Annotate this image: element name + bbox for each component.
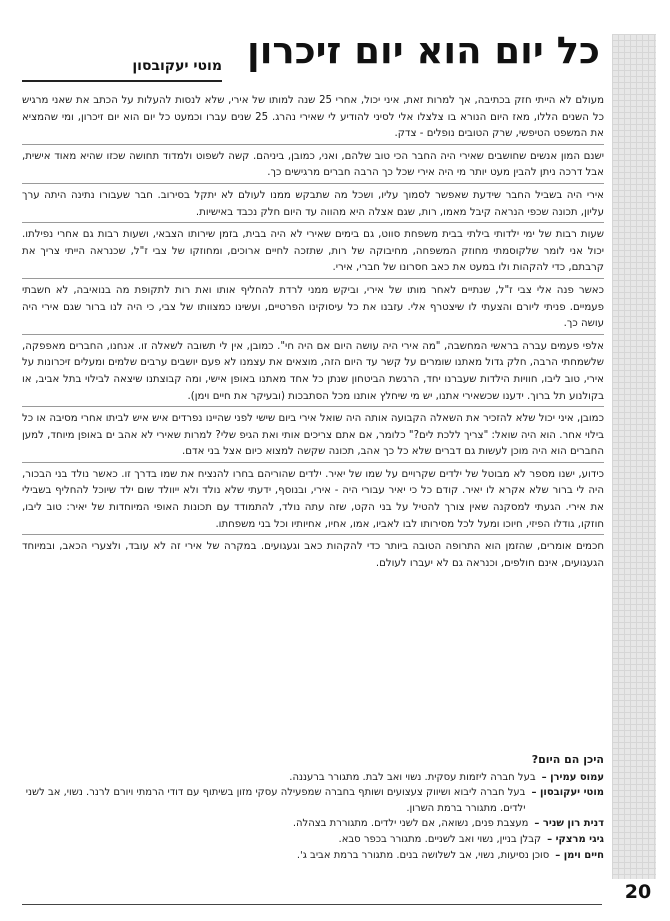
body-paragraph: אירי היה בשביל החבר שידעת שאפשר לסמוך עליו, ושכל מה שתבקש ממנו לעולם לא יתקל בסירוב. חבר שעבורו נתינה היתה ערך עליון, תכונה שכפי הנראה קיבל מאמו, רות, שגם אצלה היא מהווה עד היום חלק נכבד באישיות. xyxy=(22,188,604,223)
footer-rule xyxy=(22,904,602,905)
person-row xyxy=(22,832,604,848)
body-paragraph: כידוע, ישנו מספר לא מבוטל של ילדים שקרויים על שמו של יאיר. ילדים שהוריהם בחרו להנציח את שמו בדרך זו. כאשר נולד בני הבכור, היה לי ברור שלא אקרא לו יאיר. קודם כל כי יאיר עבורי היה - אירי, ובנוסף, ידעתי שלא נולד ולא ייוולד שום ילד שיוכל להחליף בשבילי את אירי. הגעתי למסקנה שאין צורך להטיל על בני הקט, שזה עתה נולד, להתמודד עם תכונות האופי המיוחדות של יאיר: טוב ליבו, חוזקו, גודלו הפיזי, חיוכו ומעל לכל מסירותו לבו לאביו, אמו, אחיו, אחיותיו וכל בני משפחתו. xyxy=(22,467,604,535)
person-row xyxy=(22,770,604,786)
article-body xyxy=(22,93,604,577)
body-paragraph: ישנם המון אנשים שחושבים שאירי היה החבר הכי טוב שלהם, ואני, כמובן, ביניהם. קשה לשפוט ולמדוד תחושה שכזו שהיא מאוד אישית, אבל דרכה ניתן להבין מעט יותר מי היה אירי שכל כך הרבה חברים מרגישים כך. xyxy=(22,149,604,184)
person-name: מוטי יעקובסון – xyxy=(531,787,604,799)
person-description: סוכן נסיעות, נשוי, אב לשלושה בנים. מתגורר ברמת אביב ג'. xyxy=(296,849,550,861)
person-description: בעל חברה ליבוא ושיווק צעצועים ושותף בחברה שמפעילה עסקי מזון בשיתוף עם דודי הרמתי ויורם לרנר. נשוי, אב לשני ילדים. מתגורר ברמת השרון. xyxy=(25,787,526,814)
where-today-heading: היכן הם היום? xyxy=(531,753,604,766)
author-underline xyxy=(22,80,222,82)
article-title: כל יום הוא יום זיכרון xyxy=(247,29,600,72)
person-name: דנית רון שניר – xyxy=(534,818,604,830)
person-name: חיים וימן – xyxy=(555,849,604,861)
decorative-side-strip xyxy=(612,34,656,879)
person-description: מעצבת פנים, נשואה, אם לשני ילדים. מתגוררת בצהלה. xyxy=(292,818,529,830)
person-row xyxy=(22,816,604,832)
body-paragraph: חכמים אומרים, שהזמן הוא התרופה הטובה ביותר כדי להקהות כאב וגעגועים. במקרה של אירי זה לא עובד, ולצערי הכאב, ובמיוחד הגעגועים, אינם חולפים, וכנראה גם לא יעברו לעולם. xyxy=(22,541,604,569)
body-paragraph: אלפי פעמים עברה בראשי המחשבה, "מה אירי היה עושה היום אם היה חי". כמובן, אין לי תשובה לשאלה זו. אנחנו, החברים מאפפקה, שלשמחתי הרבה, חלק גדול מאתנו שומרים על קשר עד היום הזה, מוצאים את עצמנו לא פעם יושבים ערבים שלמים ומעלים זיכרונות על אירי, טוב ליבו, חוויות הילדות שעברנו יחד, הרגשת הביטחון שנתן כל אחד מאתנו באופן אישי, ומה קבוצתנו שיצאה לבילוי בתל אביב, או בקולנוע תל ברוך. ידענו שכשאירי אתנו, יש מי שיחלץ אותנו מכל הסתבכות (ובעיקר את חיים וימן). xyxy=(22,339,604,407)
body-paragraph: כמובן, איני יכול שלא להזכיר את השאלה הקבועה אותה היה שואל אירי ביום שישי לפני שהיינו נפרדים איש איש לביתו אחרי מסיבה או כל בילוי אחר. הוא היה שואל: "צריך ללכת לים?" כלומר, אם אתם צריכים אותי ואת הגיפ שלי? למרות שאירי לא אהב ים באופן מיוחד, למען החברים הוא היה מוכן לעשות גם דברים שלא כל כך אהב, תכונה שקשה למצוא כיום אצל בני אדם. xyxy=(22,411,604,463)
person-description: בעל חברה ליזמות עסקית. נשוי ואב לבת. מתגורר ברעננה. xyxy=(289,771,536,783)
page-number: 20 xyxy=(624,881,652,903)
person-name: עמוס עמירן – xyxy=(541,771,604,783)
where-are-they-today xyxy=(22,752,604,863)
person-row xyxy=(22,848,604,864)
body-paragraph: כאשר פנה אלי צבי ז"ל, שנתיים לאחר מותו של אירי, וביקש ממני לרדת להחליף אותו ואת רות לתקופת מה בנואיבה, לא חשבתי פעמיים. פניתי ליורם והצעתי לו שיצטרף אלי. עזבנו את כל עיסוקינו הפרטיים, ועשינו כמצוותו של צבי, כי היה לנו ברור שגם אירי היה עושה כך. xyxy=(22,283,604,335)
body-paragraph: מעולם לא הייתי חזק בכתיבה, אך למרות זאת, איני יכול, אחרי 25 שנה למותו של אירי, שלא לנסות להעלות על הכתב את שאני מרגיש כל השנים הללו, מאז היום הנורא בו צלצלו אלי לסיני להודיע לי שאירי נהרג. 25 שנים עברו וכמעט כל יום הוא יום זיכרון, ומי שהמציא את המשפט הטיפשי, שרק הטובים נופלים - צדק. xyxy=(22,93,604,145)
person-description: קבלן בניין, נשוי ואב לשניים. מתגורר בכפר סבא. xyxy=(338,833,542,845)
author-name: מוטי יעקובסון xyxy=(132,58,222,74)
person-row xyxy=(22,785,604,816)
body-paragraph: שעות רבות של ימי ילדותי בילתי בבית משפחת סווט, גם בימים שאירי לא היה בבית, בזמן שירותו הצבאי, ושעות רבות גם אחרי נפילתו. יכול אני לומר שלקוסמתי מחוזק המשפחה, מחיבוקה של רות, שתזכה לחיים ארוכים, ומחוזקו של צבי ז"ל, שכנראה הייתי צריך את קרבתם, כדי להקהות ולו במעט את כאב חסרונו של חברי, אירי. xyxy=(22,227,604,279)
person-name: גיגי מרצקי – xyxy=(547,833,604,845)
